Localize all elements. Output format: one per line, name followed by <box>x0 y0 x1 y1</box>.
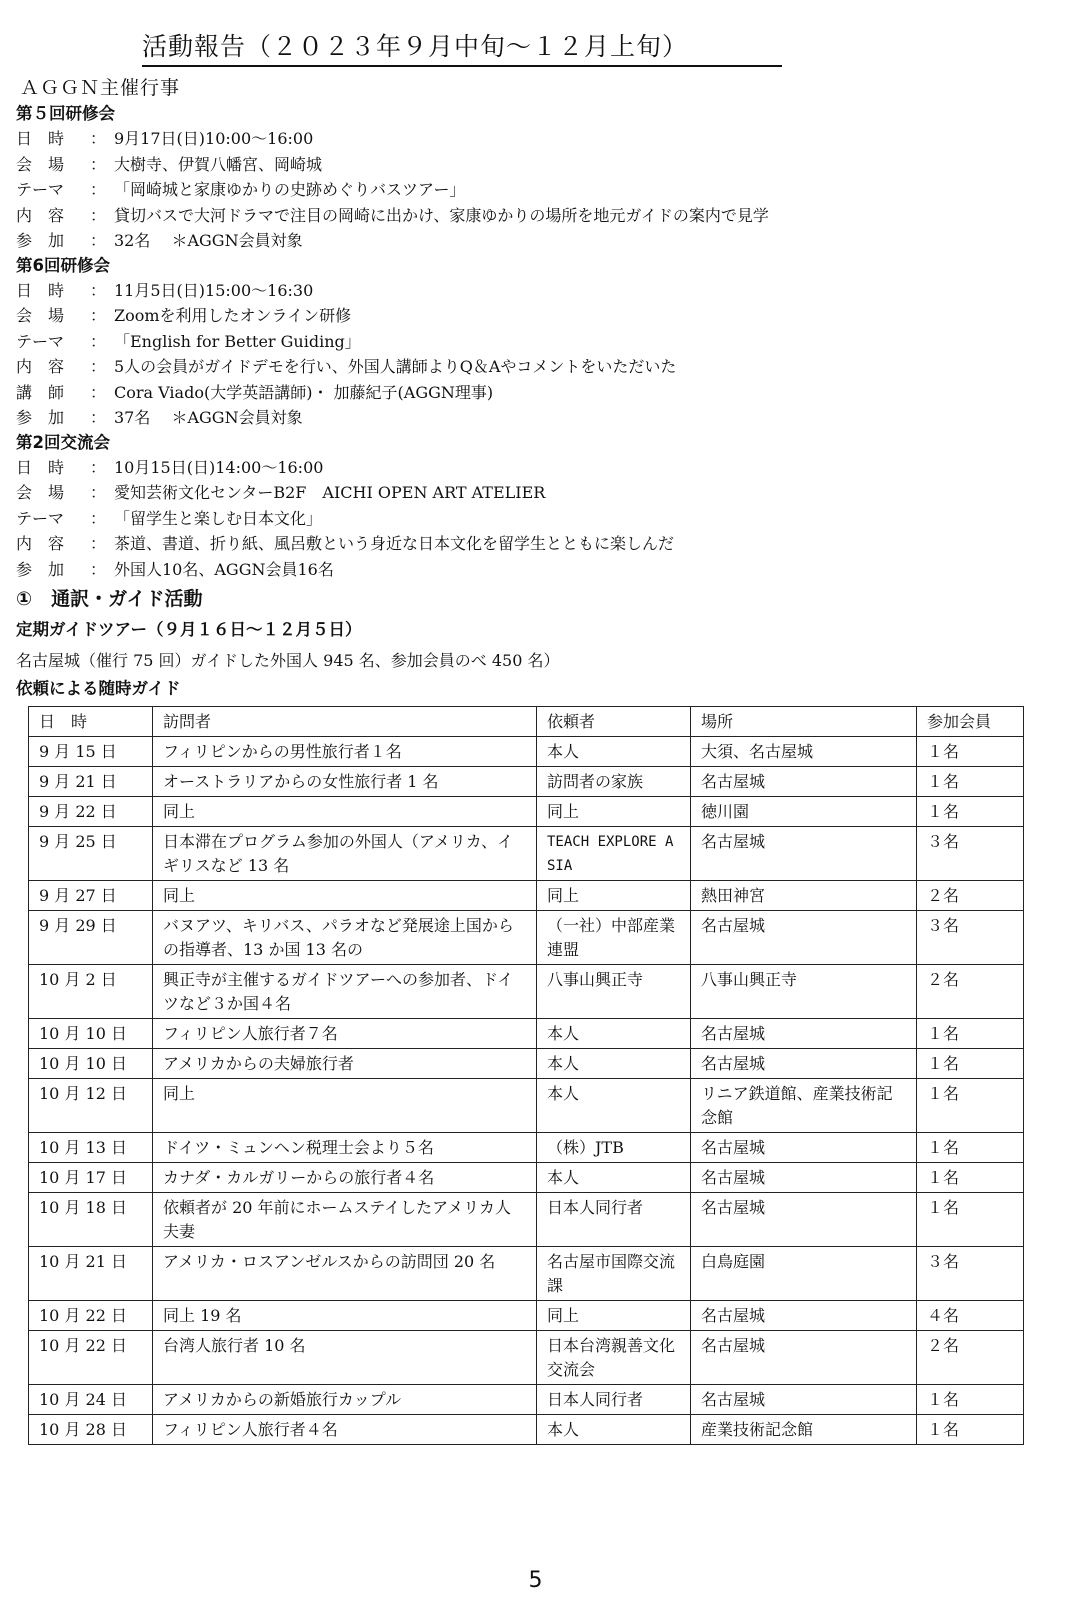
detail-key: 会 場 <box>16 306 65 325</box>
cell-date: 9 月 25 日 <box>29 827 153 881</box>
detail-colon: ： <box>90 357 107 376</box>
cell-requester: 本人 <box>537 1079 691 1133</box>
header-date: 日 時 <box>29 707 153 737</box>
cell-place: 産業技術記念館 <box>691 1415 917 1445</box>
event-detail-row <box>16 203 1056 229</box>
cell-place: 名古屋城 <box>691 1049 917 1079</box>
event-detail-row <box>16 354 1056 380</box>
header-members: 参加会員 <box>917 707 1024 737</box>
event-detail-row <box>16 228 1056 254</box>
detail-value: 「English for Better Guiding」 <box>114 331 361 351</box>
cell-members: ２名 <box>917 965 1024 1019</box>
cell-date: 10 月 10 日 <box>29 1019 153 1049</box>
detail-value: 5人の会員がガイドデモを行い、外国人講師よりQ＆Aやコメントをいただいた <box>114 357 677 376</box>
cell-visitor: ドイツ・ミュンヘン税理士会より５名 <box>153 1133 537 1163</box>
table-row <box>29 767 1024 797</box>
cell-members: １名 <box>917 1133 1024 1163</box>
cell-visitor: 同上 19 名 <box>153 1301 537 1331</box>
cell-date: 9 月 21 日 <box>29 767 153 797</box>
detail-key: 日 時 <box>16 129 65 148</box>
cell-members: １名 <box>917 1163 1024 1193</box>
table-row <box>29 965 1024 1019</box>
cell-members: １名 <box>917 1385 1024 1415</box>
event-detail-row <box>16 303 1056 329</box>
detail-key: 内 容 <box>16 534 65 553</box>
detail-key: 日 時 <box>16 457 65 477</box>
detail-value: 10月15日(日)14:00～16:00 <box>114 457 324 477</box>
table-row <box>29 1331 1024 1385</box>
cell-requester: 本人 <box>537 1415 691 1445</box>
table-header-row <box>29 707 1024 737</box>
table-row <box>29 737 1024 767</box>
cell-visitor: フィリピンからの男性旅行者１名 <box>153 737 537 767</box>
regular-tour-title: 定期ガイドツアー（９月１６日～１２月５日） <box>16 620 362 639</box>
detail-value: 大樹寺、伊賀八幡宮、岡崎城 <box>114 154 323 174</box>
cell-date: 10 月 10 日 <box>29 1049 153 1079</box>
event-detail-row <box>16 557 1056 583</box>
cell-visitor: カナダ・カルガリーからの旅行者４名 <box>153 1163 537 1193</box>
event-detail-row <box>16 278 1056 304</box>
cell-visitor: バヌアツ、キリバス、パラオなど発展途上国からの指導者、13 か国 13 名の <box>153 911 537 965</box>
cell-requester: 名古屋市国際交流課 <box>537 1247 691 1301</box>
detail-colon: ： <box>90 205 107 225</box>
event-detail-row <box>16 531 1056 557</box>
cell-members: １名 <box>917 1193 1024 1247</box>
table-row <box>29 881 1024 911</box>
cell-requester: 同上 <box>537 881 691 911</box>
cell-requester: 本人 <box>537 1049 691 1079</box>
table-row <box>29 1019 1024 1049</box>
detail-key: 内 容 <box>16 357 65 376</box>
detail-key: 講 師 <box>16 382 65 402</box>
detail-key: 会 場 <box>16 154 65 174</box>
event-detail-row <box>16 126 1056 152</box>
detail-value: 茶道、書道、折り紙、風呂敷という身近な日本文化を留学生とともに楽しんだ <box>114 534 675 553</box>
cell-requester: 日本台湾親善文化交流会 <box>537 1331 691 1385</box>
detail-value: Cora Viado(大学英語講師)・ 加藤紀子(AGGN理事) <box>114 382 494 402</box>
content <box>16 74 1056 702</box>
cell-members: １名 <box>917 737 1024 767</box>
header-requester: 依頼者 <box>537 707 691 737</box>
cell-date: 9 月 22 日 <box>29 797 153 827</box>
cell-visitor: 同上 <box>153 881 537 911</box>
cell-place: 徳川園 <box>691 797 917 827</box>
event-title: 第6回研修会 <box>16 255 110 275</box>
cell-place: 白鳥庭園 <box>691 1247 917 1301</box>
cell-members: ３名 <box>917 1247 1024 1301</box>
cell-date: 10 月 17 日 <box>29 1163 153 1193</box>
cell-date: 10 月 12 日 <box>29 1079 153 1133</box>
event-detail-row <box>16 455 1056 481</box>
cell-requester: 同上 <box>537 797 691 827</box>
cell-requester: 日本人同行者 <box>537 1385 691 1415</box>
table-row <box>29 1079 1024 1133</box>
detail-colon: ： <box>90 331 107 351</box>
cell-date: 10 月 22 日 <box>29 1301 153 1331</box>
page-number: 5 <box>528 1568 543 1593</box>
detail-key: テーマ <box>16 508 65 528</box>
detail-key: 参 加 <box>16 231 65 250</box>
cell-members: １名 <box>917 1049 1024 1079</box>
event-detail-row <box>16 152 1056 178</box>
table-row <box>29 1049 1024 1079</box>
cell-members: ２名 <box>917 881 1024 911</box>
cell-visitor: 日本滞在プログラム参加の外国人（アメリカ、イギリスなど 13 名 <box>153 827 537 881</box>
regular-tour-text: 名古屋城（催行 75 回）ガイドした外国人 945 名、参加会員のべ 450 名） <box>16 651 560 670</box>
cell-visitor: アメリカからの夫婦旅行者 <box>153 1049 537 1079</box>
cell-date: 10 月 22 日 <box>29 1331 153 1385</box>
section-heading: ① 通訳・ガイド活動 <box>16 588 203 610</box>
cell-visitor: アメリカ・ロスアンゼルスからの訪問団 20 名 <box>153 1247 537 1301</box>
cell-place: 名古屋城 <box>691 911 917 965</box>
cell-members: １名 <box>917 1415 1024 1445</box>
detail-key: 会 場 <box>16 483 65 502</box>
table-row <box>29 911 1024 965</box>
detail-value: Zoomを利用したオンライン研修 <box>114 306 352 325</box>
event-detail-row <box>16 380 1056 406</box>
detail-key: 内 容 <box>16 205 65 225</box>
cell-visitor: 依頼者が 20 年前にホームステイしたアメリカ人夫妻 <box>153 1193 537 1247</box>
detail-value: 貸切バスで大河ドラマで注目の岡崎に出かけ、家康ゆかりの場所を地元ガイドの案内で見学 <box>114 205 769 225</box>
cell-requester: 日本人同行者 <box>537 1193 691 1247</box>
cell-members: ４名 <box>917 1301 1024 1331</box>
detail-value: 愛知芸術文化センターB2F AICHI OPEN ART ATELIER <box>114 483 546 502</box>
detail-value: 37名 ＊AGGN会員対象 <box>114 408 303 427</box>
guide-table <box>28 706 1024 1445</box>
cell-members: ３名 <box>917 827 1024 881</box>
cell-place: 名古屋城 <box>691 1301 917 1331</box>
table-body <box>29 737 1024 1445</box>
cell-members: ２名 <box>917 1331 1024 1385</box>
detail-key: 参 加 <box>16 408 65 427</box>
detail-colon: ： <box>90 382 107 402</box>
cell-date: 9 月 15 日 <box>29 737 153 767</box>
event-detail-row <box>16 329 1056 355</box>
cell-place: 名古屋城 <box>691 1331 917 1385</box>
detail-colon: ： <box>90 231 107 250</box>
cell-date: 10 月 24 日 <box>29 1385 153 1415</box>
table-row <box>29 1247 1024 1301</box>
cell-place: 名古屋城 <box>691 767 917 797</box>
cell-place: 名古屋城 <box>691 1019 917 1049</box>
table-row <box>29 1163 1024 1193</box>
cell-visitor: 台湾人旅行者 10 名 <box>153 1331 537 1385</box>
cell-date: 10 月 13 日 <box>29 1133 153 1163</box>
detail-colon: ： <box>90 129 107 148</box>
cell-requester: 同上 <box>537 1301 691 1331</box>
cell-place: 名古屋城 <box>691 1193 917 1247</box>
cell-requester: （株）JTB <box>537 1133 691 1163</box>
event-detail-row <box>16 480 1056 506</box>
detail-colon: ： <box>90 280 107 300</box>
cell-requester: 本人 <box>537 737 691 767</box>
detail-key: 日 時 <box>16 280 65 300</box>
events <box>16 102 1056 582</box>
cell-place: 大須、名古屋城 <box>691 737 917 767</box>
table-row <box>29 1385 1024 1415</box>
header-visitor: 訪問者 <box>153 707 537 737</box>
table-row <box>29 1301 1024 1331</box>
cell-place: 八事山興正寺 <box>691 965 917 1019</box>
table-row <box>29 1133 1024 1163</box>
detail-value: 「岡崎城と家康ゆかりの史跡めぐりバスツアー」 <box>114 180 466 199</box>
detail-colon: ： <box>90 180 107 199</box>
detail-colon: ： <box>90 559 107 579</box>
cell-requester: 訪問者の家族 <box>537 767 691 797</box>
detail-value: 11月5日(日)15:00～16:30 <box>114 280 314 300</box>
detail-colon: ： <box>90 508 107 528</box>
detail-key: テーマ <box>16 180 65 199</box>
cell-visitor: 同上 <box>153 1079 537 1133</box>
cell-place: 名古屋城 <box>691 827 917 881</box>
event-detail-row <box>16 405 1056 431</box>
cell-requester: 本人 <box>537 1163 691 1193</box>
cell-date: 10 月 28 日 <box>29 1415 153 1445</box>
cell-place: 熱田神宮 <box>691 881 917 911</box>
table-row <box>29 1193 1024 1247</box>
cell-visitor: 同上 <box>153 797 537 827</box>
cell-members: １名 <box>917 1019 1024 1049</box>
table-row <box>29 1415 1024 1445</box>
cell-visitor: オーストラリアからの女性旅行者 1 名 <box>153 767 537 797</box>
cell-visitor: フィリピン人旅行者７名 <box>153 1019 537 1049</box>
cell-visitor: 興正寺が主催するガイドツアーへの参加者、ドイツなど３か国４名 <box>153 965 537 1019</box>
detail-colon: ： <box>90 408 107 427</box>
cell-requester: TEACH EXPLORE ASIA <box>537 827 691 881</box>
table-row <box>29 827 1024 881</box>
detail-colon: ： <box>90 483 107 502</box>
request-guide-title: 依頼による随時ガイド <box>16 679 181 698</box>
cell-date: 10 月 18 日 <box>29 1193 153 1247</box>
cell-date: 10 月 2 日 <box>29 965 153 1019</box>
cell-date: 9 月 27 日 <box>29 881 153 911</box>
cell-requester: （一社）中部産業連盟 <box>537 911 691 965</box>
detail-colon: ： <box>90 306 107 325</box>
detail-value: 「留学生と楽しむ日本文化」 <box>114 508 323 528</box>
detail-value: 外国人10名、AGGN会員16名 <box>114 559 334 579</box>
event-detail-row <box>16 506 1056 532</box>
detail-key: テーマ <box>16 331 65 351</box>
cell-date: 9 月 29 日 <box>29 911 153 965</box>
cell-place: リニア鉄道館、産業技術記念館 <box>691 1079 917 1133</box>
detail-value: 32名 ＊AGGN会員対象 <box>114 231 303 250</box>
detail-colon: ： <box>90 534 107 553</box>
event-title: 第2回交流会 <box>16 432 110 452</box>
cell-requester: 八事山興正寺 <box>537 965 691 1019</box>
cell-requester: 本人 <box>537 1019 691 1049</box>
detail-colon: ： <box>90 154 107 174</box>
detail-value: 9月17日(日)10:00～16:00 <box>114 129 314 148</box>
cell-place: 名古屋城 <box>691 1133 917 1163</box>
detail-colon: ： <box>90 457 107 477</box>
cell-members: １名 <box>917 767 1024 797</box>
cell-place: 名古屋城 <box>691 1163 917 1193</box>
cell-members: １名 <box>917 797 1024 827</box>
cell-place: 名古屋城 <box>691 1385 917 1415</box>
cell-visitor: アメリカからの新婚旅行カップル <box>153 1385 537 1415</box>
page-title: 活動報告（２０２３年９月中旬～１２月上旬） <box>142 30 782 67</box>
organizer-heading: ＡＧＧＮ主催行事 <box>20 77 181 99</box>
cell-visitor: フィリピン人旅行者４名 <box>153 1415 537 1445</box>
header-place: 場所 <box>691 707 917 737</box>
cell-date: 10 月 21 日 <box>29 1247 153 1301</box>
event-detail-row <box>16 177 1056 203</box>
detail-key: 参 加 <box>16 559 65 579</box>
event-title: 第５回研修会 <box>16 104 115 123</box>
table-row <box>29 797 1024 827</box>
cell-members: ３名 <box>917 911 1024 965</box>
cell-members: １名 <box>917 1079 1024 1133</box>
